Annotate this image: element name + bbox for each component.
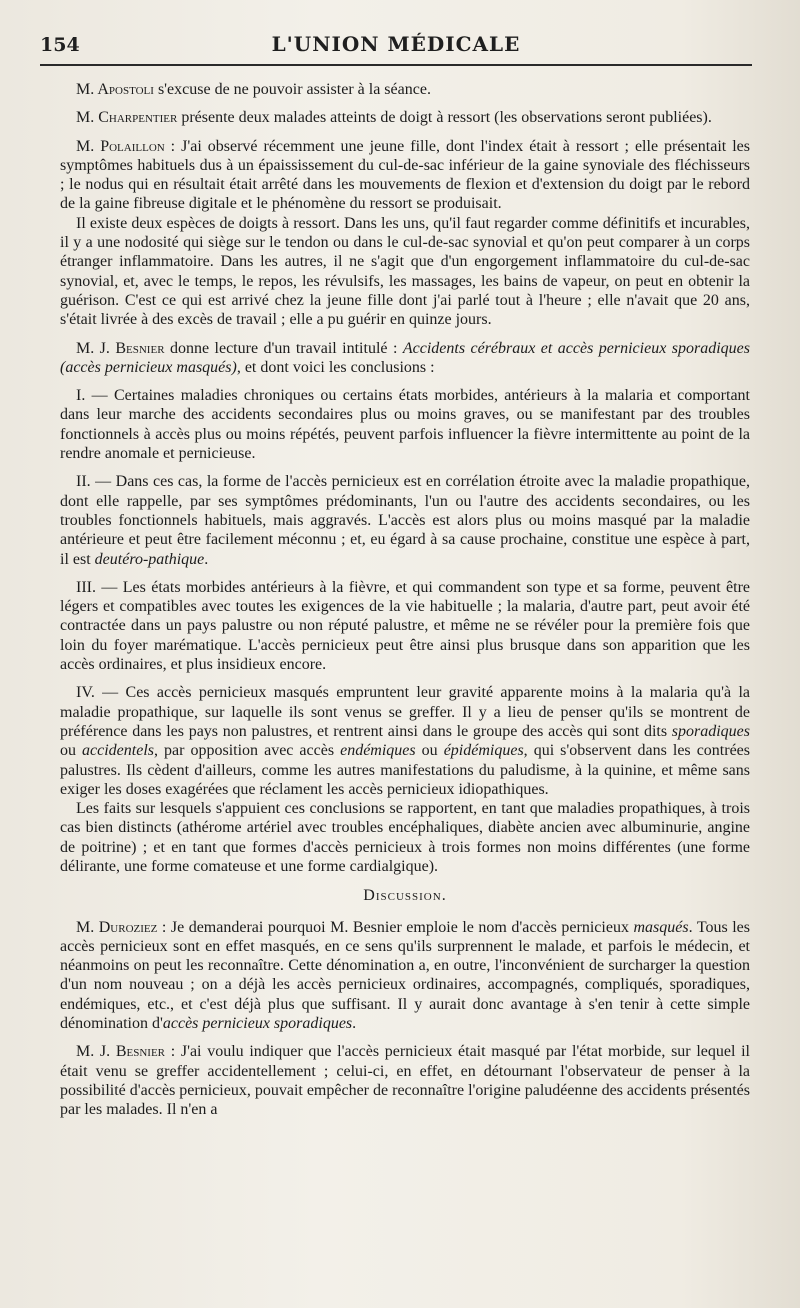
speaker-name: M. Apostoli [76,81,154,98]
conclusion-4: IV. — Ces accès pernicieux masqués empruntent leur gravité apparente moins à la malaria qu'à la maladie propathique, sur laquelle ils sont venus se greffer. Il y a lieu de penser qu'ils se montrent de préférence dans les pays non palustres, et rentrent ainsi dans le groupe des accès qui sont dits sporadiques ou accidentels, par opposition avec accès endémiques ou épidémiques, qui s'observent dans les contrées palustres. Ils cèdent d'ailleurs, comme les autres manifestations du paludisme, à la quinine, et même sans exiger les doses exagérées que réclament les accès pernicieux idiopathiques. [60,684,750,798]
paragraph-besnier-reply: M. J. Besnier : J'ai voulu indiquer que l'accès pernicieux était masqué par l'état morbide, sur lequel il était venu se greffer accidentellement ; celui-ci, en effet, en détournant l'observateur de penser à la possibilité d'accès pernicieux, pouvait empêcher de reconnaître l'origine paludéenne des accidents présentés par les malades. Il n'en a [60,1043,751,1119]
header-rule [40,64,752,66]
running-title: L'UNION MÉDICALE [271,32,521,56]
paragraph-faits: Les faits sur lesquels s'appuient ces conclusions se rapportent, en tant que maladies propathiques, à trois cas bien distincts (athérome artériel avec troubles encéphaliques, diabète ancien avec albuminurie, angine de poitrine) ; et en tant que formes d'accès pernicieux à trois formes non moins différentes (une forme délirante, une forme comateuse et une forme cardialgique). [60,800,750,875]
speaker-name: M. Polaillon [76,137,165,155]
page-number: 154 [40,34,80,56]
conclusion-2: II. — Dans ces cas, la forme de l'accès pernicieux est en corrélation étroite avec la maladie propathique, dont elle rappelle, par ses symptômes prédominants, l'un ou l'autre des accidents secondaires, ou les troubles fonctionnels habituels, mais aggravés. L'accès est alors plus ou moins masqué par la maladie antérieure et peut être facilement méconnu ; et, eu égard à sa cause prochaine, constitue une espèce à part, il est deutéro-pathique. [60,473,750,568]
article-body [60,80,750,1129]
paragraph-doigts-ressort: Il existe deux espèces de doigts à ressort. Dans les uns, qu'il faut regarder comme définitifs et incurables, il y a une nodosité qui siège sur le tendon ou dans le cul-de-sac synovial et qu'on peut comparer à un corps étranger inflammatoire. Dans les autres, il ne s'agit que d'un engorgement inflammatoire du cul-de-sac synovial, et, avec le temps, le repos, les révulsifs, les massages, les bains de vapeur, on peut en obtenir la guérison. C'est ce qui est arrivé chez la jeune fille dont j'ai parlé tout à l'heure ; elle n'avait que 20 ans, s'était livrée à des excès de travail ; elle a pu guérir en quinze jours. [60,214,750,329]
work-title: Accidents cérébraux et accès pernicieux sporadiques (accès pernicieux masqués) [60,339,750,376]
speaker-name: M. J. Besnier [76,1043,166,1061]
conclusion-3: III. — Les états morbides antérieurs à la fièvre, et qui commandent son type et sa forme, peuvent être légers et compatibles avec toutes les exigences de la vie habituelle ; la malaria, d'autre part, peut avoir été contractée dans un pays palustre ou non réputé palustre, et même ne se révéler pour la première fois que loin du foyer marématique. L'accès pernicieux peut être ainsi plus brusque dans son apparition que les accès ordinaires, et plus insidieux encore. [60,578,750,674]
speaker-name: M. J. Besnier [76,339,165,357]
paragraph-charpentier: M. Charpentier présente deux malades atteints de doigt à ressort (les observations seront publiées). [76,109,712,127]
paragraph-duroziez: M. Duroziez : Je demanderai pourquoi M. Besnier emploie le nom d'accès pernicieux masqués. Tous les accès pernicieux sont en effet masqués, en ce sens qu'ils surprennent le malade, et parfois le médecin, et néanmoins on peut les reconnaître. Cette dénomination a, en outre, l'inconvénient de surcharger la question d'un nom nouveau ; on a déjà les accès pernicieux ordinaires, accompagnés, compliqués, sporadiques, endémiques, etc., et c'est déjà plus que suffisant. Il y aurait donc avantage à s'en tenir à cette simple dénomination d'accès pernicieux sporadiques. [60,918,751,1033]
paragraph-apostoli: M. Apostoli s'excuse de ne pouvoir assister à la séance. [76,81,431,98]
conclusion-1: I. — Certaines maladies chroniques ou certains états morbides, antérieurs à la malaria et comportant dans leur marche des accidents secondaires plus ou moins graves, ou se manifestant par des troubles fonctionnels à accès plus ou moins répétés, peuvent parfois influencer la fièvre intermittente au point de la rendre anomale et pernicieuse. [60,387,750,463]
discussion-heading: Discussion. [363,887,447,905]
speaker-name: M. Duroziez [76,918,158,936]
paragraph-polaillon: M. Polaillon : J'ai observé récemment une jeune fille, dont l'index était à ressort ; elle présentait les symptômes habituels dus à un épaississement du cul-de-sac inférieur de la gaine synoviale des fléchisseurs ; le nodus qui en résultait était arrêté dans les mouvements de flexion et d'extension du doigt par le rebord de la gaine fibreuse digitale et le phénomène du ressort se produisait. [60,137,750,213]
paragraph-besnier-intro: M. J. Besnier donne lecture d'un travail intitulé : Accidents cérébraux et accès pernicieux sporadiques (accès pernicieux masqués), et dont voici les conclusions : [60,339,750,376]
page-header [40,30,752,62]
speaker-name: M. Charpentier [76,109,178,127]
